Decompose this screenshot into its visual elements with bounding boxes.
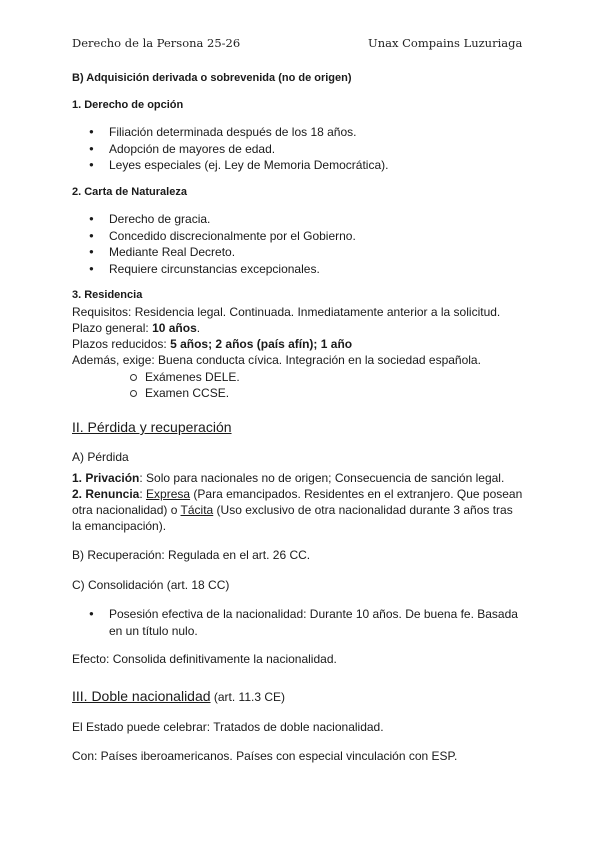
heading-adquisicion-derivada: B) Adquisición derivada o sobrevenida (no de origen) [72, 72, 352, 84]
heading-residencia: 3. Residencia [72, 289, 143, 301]
heading-carta-naturaleza: 2. Carta de Naturaleza [72, 186, 187, 198]
doble-nacionalidad-article: (art. 11.3 CE) [210, 690, 286, 704]
list-item: Exámenes DELE. [128, 369, 240, 385]
list-item: ● Requiere circunstancias excepcionales. [72, 261, 356, 278]
list-carta-naturaleza [72, 211, 356, 277]
plazo-general-value: 10 años [152, 321, 197, 335]
tacita-term: Tácita [180, 503, 214, 517]
perdida-heading: A) Pérdida [72, 450, 129, 464]
list-item [72, 606, 518, 639]
list-consolidacion [72, 606, 518, 639]
plazos-reducidos-value: 5 años; 2 años (país afín); 1 año [170, 337, 353, 351]
renuncia-line-3: la emancipación). [72, 519, 167, 533]
privacion-label: 1. Privación [72, 471, 140, 485]
list-item: ● Concedido discrecionalmente por el Gobierno. [72, 228, 356, 245]
list-item: ● Derecho de gracia. [72, 211, 356, 228]
posesion-line-1: Posesión efectiva de la nacionalidad: Durante 10 años. De buena fe. Basada [109, 607, 518, 621]
renuncia-line-2-pre: otra nacionalidad) o [72, 503, 181, 517]
plazo-general-label: Plazo general: [72, 321, 153, 335]
list-item: ● Mediante Real Decreto. [72, 244, 356, 261]
list-item: ● Leyes especiales (ej. Ley de Memoria Democrática). [72, 157, 388, 174]
privacion-line [72, 471, 504, 486]
heading-perdida-recuperacion: II. Pérdida y recuperación [72, 419, 232, 435]
expresa-term: Expresa [146, 487, 191, 501]
plazos-reducidos-label: Plazos reducidos: [72, 337, 171, 351]
renuncia-label: 2. Renuncia [72, 487, 140, 501]
paises-text: Con: Países iberoamericanos. Países con especial vinculación con ESP. [72, 749, 458, 763]
header-course-title: Derecho de la Persona 25-26 [72, 36, 241, 50]
heading-doble-nacionalidad [72, 688, 285, 704]
efecto-text: Efecto: Consolida definitivamente la nacionalidad. [72, 652, 337, 666]
residencia-requisitos: Requisitos: Residencia legal. Continuada. Inmediatamente anterior a la solicitud. [72, 305, 501, 319]
renuncia-line-2-rest: (Uso exclusivo de otra nacionalidad durante 3 años tras [213, 503, 513, 517]
renuncia-separator: : [139, 487, 147, 501]
plazo-general [72, 321, 200, 336]
estado-tratados-text: El Estado puede celebrar: Tratados de doble nacionalidad. [72, 720, 384, 734]
list-item: Examen CCSE. [128, 385, 240, 401]
renuncia-line-1 [72, 487, 522, 502]
list-item: ● Adopción de mayores de edad. [72, 141, 388, 158]
consolidacion-heading: C) Consolidación (art. 18 CC) [72, 578, 230, 592]
renuncia-line-1-rest: (Para emancipados. Residentes en el extranjero. Que posean [190, 487, 523, 501]
posesion-line-2: en un título nulo. [109, 623, 198, 638]
residencia-ademas: Además, exige: Buena conducta cívica. Integración en la sociedad española. [72, 353, 481, 367]
list-derecho-opcion [72, 124, 388, 174]
doble-nacionalidad-title: III. Doble nacionalidad [72, 688, 211, 704]
recuperacion-text: B) Recuperación: Regulada en el art. 26 CC. [72, 548, 311, 562]
list-examenes [128, 369, 240, 401]
plazos-reducidos [72, 337, 352, 352]
renuncia-line-2 [72, 503, 513, 518]
plazo-general-end: . [196, 321, 201, 335]
list-item: ● Filiación determinada después de los 18 años. [72, 124, 388, 141]
privacion-text: : Solo para nacionales no de origen; Consecuencia de sanción legal. [139, 471, 505, 485]
heading-derecho-opcion: 1. Derecho de opción [72, 99, 184, 111]
header-author-name: Unax Compains Luzuriaga [368, 36, 523, 50]
